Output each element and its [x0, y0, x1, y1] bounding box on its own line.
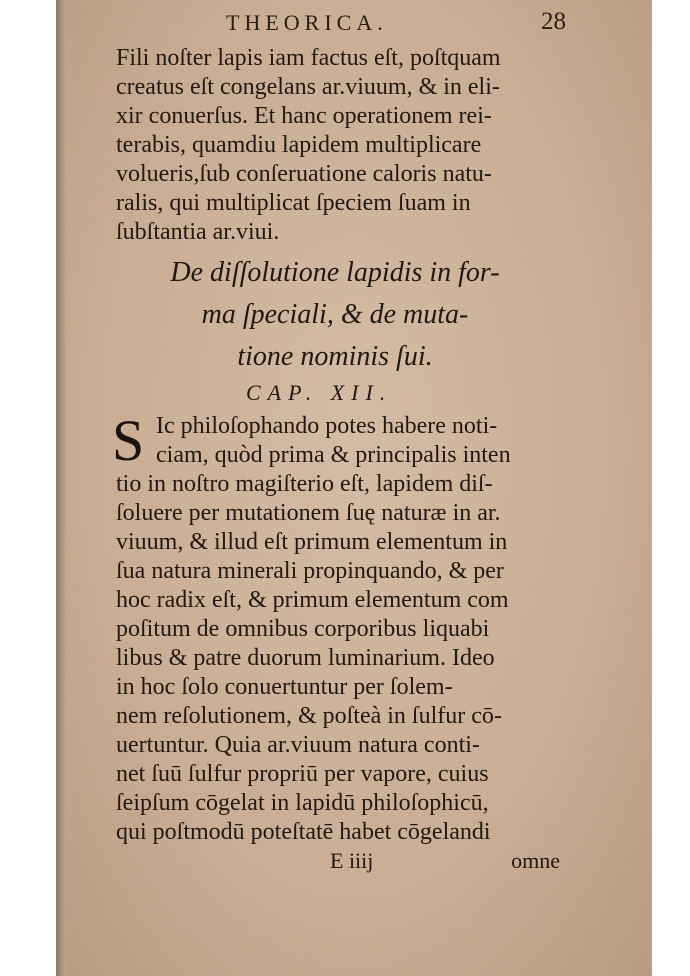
heading-line: tione nominis ſui.: [237, 341, 433, 372]
text-line: uertuntur. Quia ar.viuum natura conti-: [116, 732, 480, 758]
drop-cap: S: [112, 408, 145, 473]
page-header: [96, 8, 566, 38]
text-line: Fili noſter lapis iam factus eſt, poſtquam: [116, 45, 501, 71]
text-line: in hoc ſolo conuertuntur per ſolem-: [116, 674, 453, 700]
text-line: nem reſolutionem, & poſteà in ſulfur cō-: [116, 703, 502, 729]
page-footer: [330, 848, 560, 877]
section-heading: [110, 252, 560, 378]
text-line: ſeipſum cōgelat in lapidū philoſophicū,: [116, 790, 489, 816]
text-line: viuum, & illud eſt primum elementum in: [116, 529, 508, 555]
text-line: ralis, qui multiplicat ſpeciem ſuam in: [116, 190, 471, 216]
text-line: ciam, quòd prima & principalis inten: [156, 442, 511, 468]
running-head: THEORICA.: [226, 10, 388, 35]
page-gutter: [56, 0, 66, 976]
text-block-main: [116, 412, 556, 847]
chapter-label: CAP. XII.: [246, 380, 393, 405]
text-line: poſitum de omnibus corporibus liquabi: [116, 616, 490, 642]
heading-line: De diſſolutione lapidis in for-: [170, 257, 500, 288]
text-line: qui poſtmodū poteſtatē habet cōgelandi: [116, 819, 491, 845]
heading-line: ma ſpeciali, & de muta-: [201, 299, 469, 330]
text-line: ſoluere per mutationem ſuę naturæ in ar.: [116, 500, 501, 526]
signature-mark: E iiij: [330, 848, 374, 873]
text-line: net ſuū ſulfur propriū per vapore, cuius: [116, 761, 489, 787]
page-number: 28: [541, 8, 566, 35]
text-line: creatus eſt congelans ar.viuum, & in eli-: [116, 74, 500, 100]
text-line: xir conuerſus. Et hanc operationem rei-: [116, 103, 492, 129]
text-line: libus & patre duorum luminarium. Ideo: [116, 645, 495, 671]
catchword: omne: [511, 848, 560, 873]
text-block-top: [116, 44, 556, 247]
text-line: hoc radix eſt, & primum elementum com: [116, 587, 509, 613]
text-line: tio in noſtro magiſterio eſt, lapidem diſ-: [116, 471, 493, 497]
text-line: ſubſtantia ar.viui.: [116, 219, 280, 245]
text-line: ſua natura minerali propinquando, & per: [116, 558, 504, 584]
text-line: Ic philoſophando potes habere noti-: [156, 413, 498, 439]
text-line: volueris,ſub conſeruatione caloris natu-: [116, 161, 492, 187]
text-line: terabis, quamdiu lapidem multiplicare: [116, 132, 482, 158]
